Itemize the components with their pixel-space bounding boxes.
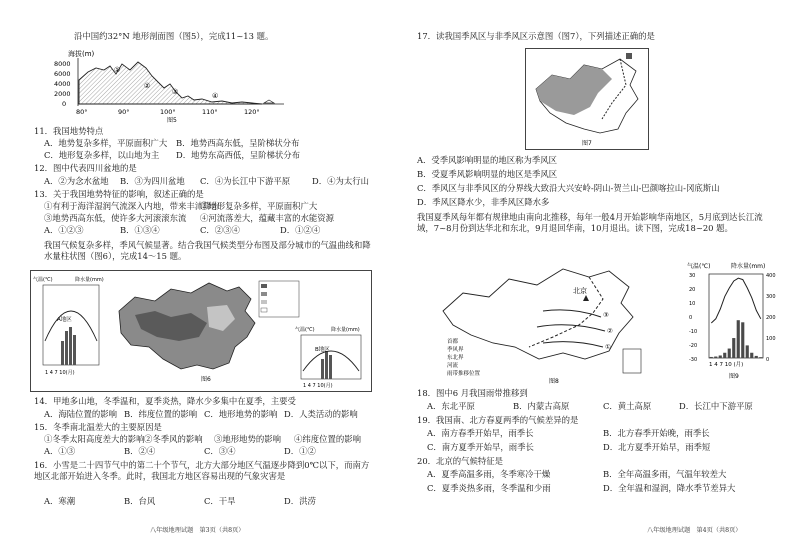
q15-item-4: ④纬度位置的影响 — [294, 434, 361, 444]
chart-a-city: A地区 — [57, 317, 72, 323]
profile-label-2: ② — [144, 82, 151, 90]
chart-b-precip-title: 降水量(mm) — [331, 327, 360, 333]
intro-11-13: 沿中国约32°N 地形剖面图（图5），完成11~13 题。 — [74, 31, 274, 41]
right-page — [397, 0, 794, 543]
q20-option-a[interactable]: A．夏季高温多雨，冬季寒冷干燥 — [427, 469, 551, 479]
q17-stem: 17．读我国季风区与非季风区示意图（图7），下列描述正确的是 — [417, 31, 655, 41]
legend-river: 河流 — [447, 363, 459, 369]
chart9-caption: 图9 — [729, 373, 739, 380]
q13-option-c[interactable]: C．②③④ — [200, 225, 240, 235]
q19-option-d[interactable]: D．北方夏季开始早，雨季短 — [603, 442, 711, 452]
q18-option-b[interactable]: B．内蒙古高原 — [513, 401, 570, 411]
q13-option-b[interactable]: B．①③④ — [120, 225, 160, 235]
chart-b-temp-title: 气温(℃) — [295, 327, 315, 333]
monsoon-map-figure — [525, 48, 649, 150]
chart9-precip-bar — [728, 349, 731, 358]
q20-stem: 20．北京的气候特征是 — [417, 456, 504, 466]
chart9-temp-tick: -20 — [689, 343, 698, 349]
profile-y-tick: 0 — [62, 100, 67, 108]
chart9-temp-axis — [689, 273, 697, 363]
profile-y-tick: 4000 — [54, 80, 71, 88]
q15-item-2: ②冬季风的影响 — [144, 434, 203, 444]
q18-option-d[interactable]: D．长江中下游平原 — [679, 401, 753, 411]
q17-option-b[interactable]: B．受夏季风影响明显的地区是季风区 — [417, 169, 558, 179]
chart9-precip-tick: 300 — [766, 294, 776, 300]
legend-boundary: 东北界 — [447, 355, 464, 361]
profile-y-tick: 8000 — [54, 60, 71, 68]
map8-legend — [447, 337, 481, 377]
climate-chart-a — [33, 276, 104, 376]
chart9-precip-bar — [755, 356, 758, 358]
map8-label-2: ② — [607, 327, 613, 335]
right-footer: 八年级地理试题 第4页（共8页） — [647, 527, 742, 534]
chart9-precip-tick: 200 — [766, 315, 776, 321]
rainbelt-map-figure — [433, 255, 673, 385]
map7-caption: 图7 — [582, 140, 592, 147]
map8-label-1: ① — [605, 343, 611, 351]
intro-18-20: 我国夏季风每年都有规律地由南向北推移，每年一般4月开始影响华南地区，5月底到达长江流域，7~8月份到达华北和东北，9月退回华南，10月退出。读下图，完成18~20 题。 — [417, 212, 763, 233]
q12-stem: 12．图中代表四川盆地的是 — [34, 163, 137, 173]
monsoon-map-svg — [526, 49, 648, 149]
q15-item-3: ③地形地势的影响 — [214, 434, 281, 444]
q13-stem: 13．关于我国地势特征的影响，叙述正确的是 — [34, 189, 204, 199]
climate-chart-b — [295, 326, 361, 389]
q15-option-a[interactable]: A．①③ — [44, 446, 76, 456]
q18-stem: 18．图中6 月我国雨带推移到 — [417, 388, 528, 398]
chart9-precip-axis — [766, 273, 776, 363]
chart9-precip-bar — [714, 357, 717, 358]
south-sea-inset — [623, 349, 641, 373]
q15-stem: 15．冬季南北温差大的主要原因是 — [34, 422, 162, 432]
q14-option-c[interactable]: C．地形地势的影响 — [204, 409, 278, 419]
profile-x-tick: 110° — [202, 108, 218, 116]
chart9-temp-title: 气温(℃) — [687, 263, 711, 270]
q13-item-4: ④河流落差大，蕴藏丰富的水能资源 — [200, 213, 334, 223]
rainbelt-map-svg — [433, 255, 673, 385]
q11-stem: 11．我国地势特点 — [34, 126, 104, 136]
map8-label-3: ③ — [603, 311, 609, 319]
q20-option-d[interactable]: D．全年温和湿润，降水季节差异大 — [603, 483, 736, 493]
chart-b-city: B地区 — [315, 347, 330, 353]
chart-a-temp-title: 气温(℃) — [33, 277, 53, 283]
chart9-precip-bar — [746, 345, 749, 358]
profile-y-title: 海拔(m) — [68, 50, 95, 58]
chart-b-months: 1 4 7 10(月) — [303, 383, 333, 389]
q18-option-a[interactable]: A．东北平原 — [427, 401, 475, 411]
chart9-temp-tick: -10 — [689, 329, 698, 335]
intro-14-15: 我国气候复杂多样，季风气候显著。结合我国气候类型分布图及部分城市的气温曲线和降水量柱状图（图6），完成14～15 题。 — [44, 240, 371, 261]
climate-figure — [30, 270, 372, 392]
q16-option-d[interactable]: D．洪涝 — [284, 496, 316, 506]
q16-option-c[interactable]: C．干旱 — [204, 496, 236, 506]
chart-a-precip-title: 降水量(mm) — [75, 277, 104, 283]
chart9-temp-tick: 20 — [689, 287, 696, 293]
q20-option-c[interactable]: C．夏季炎热多雨，冬季温和少雨 — [427, 483, 551, 493]
profile-label-3: ③ — [172, 88, 179, 96]
chart9-precip-bar — [759, 357, 762, 358]
chart9-temp-line — [711, 278, 761, 323]
q18-option-c[interactable]: C．黄土高原 — [603, 401, 652, 411]
q11-option-b[interactable]: B．地势西高东低，呈阶梯状分布 — [176, 138, 300, 148]
q13-item-3: ③地势西高东低，使许多大河滚滚东流 — [44, 213, 187, 223]
chart9-precip-bar — [741, 322, 744, 358]
map8-beijing: 北京 — [573, 287, 587, 295]
chart9-precip-tick: 0 — [766, 357, 770, 363]
q11-option-c[interactable]: C．地形复杂多样，以山地为主 — [44, 150, 160, 160]
chart9-months: 1 4 7 10 (月) — [709, 362, 744, 368]
q12-option-b[interactable]: B．③为四川盆地 — [120, 176, 185, 186]
climate-map-svg — [31, 271, 371, 391]
chart9-precip-bar — [710, 357, 713, 358]
profile-x-tick: 80° — [76, 108, 88, 116]
q15-option-d[interactable]: D．①② — [284, 446, 316, 456]
q16-option-b[interactable]: B．台风 — [124, 496, 156, 506]
q13-item-2: ②地形复杂多样，平原面积广大 — [200, 201, 318, 211]
chart9-precip-tick: 400 — [766, 273, 776, 279]
chart9-precip-bar — [719, 355, 722, 358]
chart9-temp-tick: 10 — [689, 301, 696, 307]
q11-option-a[interactable]: A．地势复杂多样，平原面积广大 — [44, 138, 168, 148]
q12-option-c[interactable]: C．④为长江中下游平原 — [200, 176, 291, 186]
legend-monsoon: 季风界 — [447, 347, 464, 353]
q17-option-c[interactable]: C．季风区与非季风区的分界线大致沿大兴安岭-阴山-贺兰山-巴颜喀拉山-冈底斯山 — [417, 183, 720, 193]
q19-option-b[interactable]: B．北方春季开始晚，雨季长 — [603, 428, 710, 438]
profile-x-tick: 90° — [118, 108, 130, 116]
terrain-profile-figure — [52, 48, 312, 123]
q20-option-b[interactable]: B．全年高温多雨，气温年较差大 — [603, 469, 727, 479]
q15-option-b[interactable]: B．②④ — [124, 446, 156, 456]
q17-option-d[interactable]: D．季风区降水少，非季风区降水多 — [417, 197, 550, 207]
q17-option-a[interactable]: A．受季风影响明显的地区称为季风区 — [417, 155, 558, 165]
q19-option-c[interactable]: C．南方夏季开始早，雨季长 — [427, 442, 534, 452]
legend-capital: 首都 — [447, 339, 459, 345]
chart9-precip-title: 降水量(mm) — [731, 263, 766, 270]
left-footer: 八年级地理试题 第3页（共8页） — [150, 527, 245, 534]
q11-option-d[interactable]: D．地势东高西低，呈阶梯状分布 — [176, 150, 300, 160]
profile-label-4: ④ — [212, 92, 219, 100]
chart9-precip-bar — [732, 338, 735, 358]
q14-option-a[interactable]: A．海陆位置的影响 — [44, 409, 118, 419]
q15-option-c[interactable]: C．③④ — [204, 446, 236, 456]
q15-item-1: ①冬季太阳高度差大的影响 — [44, 434, 145, 444]
q13-option-a[interactable]: A．①②③ — [44, 225, 84, 235]
profile-y-tick: 6000 — [54, 70, 71, 78]
q16-option-a[interactable]: A．寒潮 — [44, 496, 76, 506]
q12-option-d[interactable]: D．④为太行山 — [312, 176, 369, 186]
chart9-precip-bar — [723, 353, 726, 358]
q14-option-d[interactable]: D．人类活动的影响 — [284, 409, 358, 419]
chart9-precip-tick: 100 — [766, 336, 776, 342]
legend-rainbelt: 雨带推移位置 — [447, 371, 481, 377]
q14-option-b[interactable]: B．纬度位置的影响 — [124, 409, 198, 419]
profile-x-tick: 100° — [160, 108, 176, 116]
chart9-temp-tick: 0 — [689, 315, 693, 321]
q19-stem: 19．我国南、北方春夏两季的气候差异的是 — [417, 415, 579, 425]
q12-option-a[interactable]: A．②为念水盆地 — [44, 176, 109, 186]
q16-stem: 16．小雪是二十四节气中的第二十个节气，北方大部分地区气温逐步降到0℃以下，而南方地区北部开始进入冬季。此时，我国北方地区容易出现的气象灾害是 — [34, 460, 370, 481]
q19-option-a[interactable]: A．南方春季开始早，雨季长 — [427, 428, 534, 438]
terrain-profile-area — [79, 62, 262, 104]
chart9-temp-tick: 30 — [689, 273, 696, 279]
sea-marker-icon — [264, 100, 274, 103]
profile-caption: 图5 — [167, 117, 177, 123]
chart9-precip-bar — [737, 320, 740, 358]
chart9-svg — [687, 260, 787, 382]
q13-option-d[interactable]: D．①②④ — [280, 225, 321, 235]
q13-item-1: ①有利于海洋湿润气流深入内地，带来丰沛降水 — [44, 201, 220, 211]
profile-label-1: ① — [114, 66, 121, 74]
chart9-bars — [710, 320, 763, 358]
legend-swatch — [626, 53, 632, 59]
profile-x-tick: 120° — [244, 108, 260, 116]
map8-caption: 图8 — [549, 378, 559, 385]
profile-y-tick: 2000 — [54, 90, 71, 98]
map6-caption: 图6 — [201, 376, 211, 383]
climate-chart-9 — [687, 260, 787, 382]
chart9-temp-tick: -30 — [689, 357, 698, 363]
chart9-precip-bar — [750, 353, 753, 358]
terrain-profile-svg — [52, 48, 312, 123]
chart-a-months: 1 4 7 10(月) — [45, 370, 75, 376]
q14-stem: 14．甲地多山地，冬季温和，夏季炎热，降水少多集中在夏季，主要受 — [34, 396, 296, 406]
